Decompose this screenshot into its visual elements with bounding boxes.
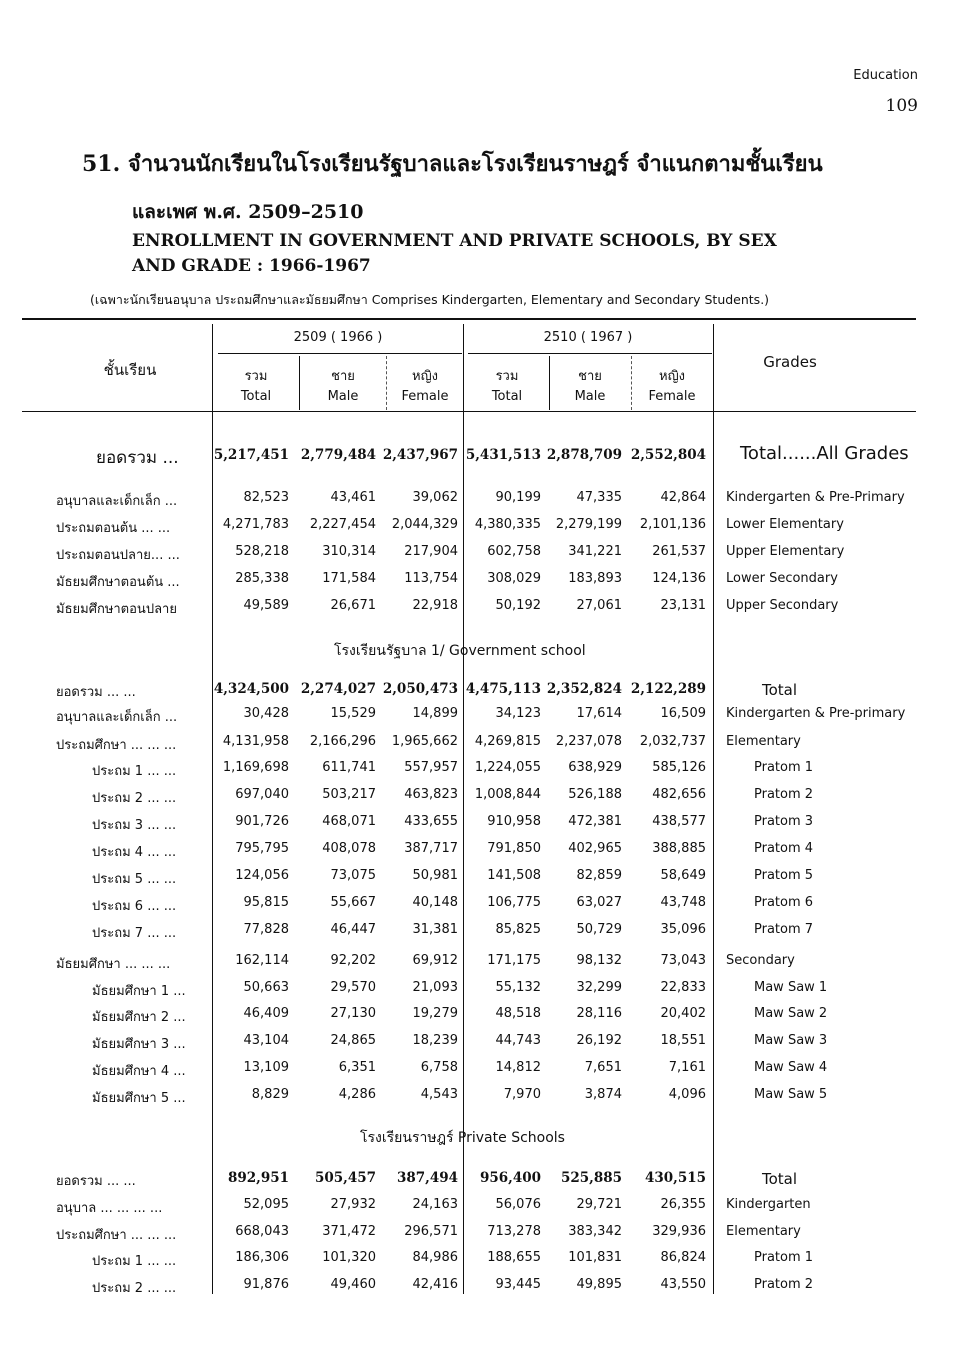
row-value: 472,381 <box>568 814 622 829</box>
row-value: 95,815 <box>243 895 289 910</box>
row-value: 387,717 <box>404 841 458 856</box>
row-label-english: Maw Saw 2 <box>754 1006 828 1021</box>
header-female-th-1966: หญิง <box>412 369 438 384</box>
row-value: 2,122,289 <box>630 681 706 697</box>
header-male-en-1967: Male <box>574 389 606 404</box>
row-value: 27,130 <box>330 1006 376 1021</box>
row-value: 18,551 <box>660 1033 706 1048</box>
header-bottom-rule <box>22 411 916 412</box>
row-value: 63,027 <box>576 895 622 910</box>
row-label-thai: ยอดรวม ... ... <box>56 685 136 700</box>
row-value: 4,324,500 <box>213 681 289 697</box>
row-value: 6,758 <box>420 1060 458 1075</box>
table-row <box>0 517 966 543</box>
row-label-thai: ประถม 5 ... ... <box>92 872 177 887</box>
row-value: 668,043 <box>235 1224 289 1239</box>
row-value: 43,748 <box>660 895 706 910</box>
row-label-thai: ประถมตอนปลาย... ... <box>56 548 180 563</box>
row-value: 4,475,113 <box>465 681 541 697</box>
row-label-english: Secondary <box>726 953 795 968</box>
row-label-english: Kindergarten & Pre-primary <box>726 706 906 721</box>
row-value: 73,043 <box>660 953 706 968</box>
header-year-1966: 2509 ( 1966 ) <box>293 330 383 345</box>
table-row <box>0 787 966 813</box>
row-value: 19,279 <box>412 1006 458 1021</box>
row-label-english: Pratom 2 <box>754 787 814 802</box>
row-value: 29,721 <box>576 1197 622 1212</box>
row-value: 713,278 <box>487 1224 541 1239</box>
row-value: 141,508 <box>487 868 541 883</box>
row-value: 49,460 <box>330 1277 376 1292</box>
row-label-thai: ประถม 1 ... ... <box>92 1254 177 1269</box>
row-value: 503,217 <box>322 787 376 802</box>
row-value: 2,101,136 <box>639 517 706 532</box>
row-value: 31,381 <box>412 922 458 937</box>
row-value: 91,876 <box>243 1277 289 1292</box>
row-label-thai: มัธยมศึกษา 1 ... <box>92 984 186 999</box>
row-value: 171,175 <box>487 953 541 968</box>
table-row <box>0 1060 966 1086</box>
table-row <box>0 1197 966 1223</box>
table-row <box>0 760 966 786</box>
row-value: 55,132 <box>495 980 541 995</box>
row-value: 402,965 <box>568 841 622 856</box>
row-value: 383,342 <box>568 1224 622 1239</box>
row-value: 49,589 <box>243 598 289 613</box>
row-value: 43,461 <box>330 490 376 505</box>
row-label-thai: ประถม 6 ... ... <box>92 899 177 914</box>
section-private: โรงเรียนราษฎร์ Private Schools <box>360 1130 565 1146</box>
header-female-en-1967: Female <box>648 389 696 404</box>
row-value: 82,859 <box>576 868 622 883</box>
row-label-thai: มัธยมศึกษาตอนต้น ... <box>56 575 180 590</box>
row-value: 2,352,824 <box>546 681 622 697</box>
row-value: 35,096 <box>660 922 706 937</box>
row-value: 4,380,335 <box>474 517 541 532</box>
title-english <box>132 229 777 279</box>
row-value: 27,061 <box>576 598 622 613</box>
row-value: 50,192 <box>495 598 541 613</box>
row-value: 5,431,513 <box>465 447 541 463</box>
row-value: 29,570 <box>330 980 376 995</box>
header-male-th-1967: ชาย <box>578 369 602 384</box>
row-value: 2,050,473 <box>382 681 458 697</box>
row-value: 2,279,199 <box>555 517 622 532</box>
row-value: 528,218 <box>235 544 289 559</box>
row-label-thai: อนุบาลและเด็กเล็ก ... <box>56 494 178 509</box>
row-value: 8,829 <box>251 1087 289 1102</box>
table-row <box>0 681 966 707</box>
header-grade-english: Grades <box>763 353 817 371</box>
table-row <box>0 1277 966 1303</box>
row-value: 2,437,967 <box>382 447 458 463</box>
header-total-en-1966: Total <box>240 389 272 404</box>
row-label-thai: มัธยมศึกษาตอนปลาย <box>56 602 177 617</box>
row-value: 4,131,958 <box>222 734 289 749</box>
table-top-rule <box>22 318 916 320</box>
row-value: 183,893 <box>568 571 622 586</box>
row-label-thai: ประถม 2 ... ... <box>92 1281 177 1296</box>
row-value: 22,918 <box>412 598 458 613</box>
row-value: 92,202 <box>330 953 376 968</box>
row-value: 15,529 <box>330 706 376 721</box>
row-label-english: Upper Elementary <box>726 544 845 559</box>
row-label-thai: มัธยมศึกษา 3 ... <box>92 1037 186 1052</box>
row-value: 18,239 <box>412 1033 458 1048</box>
row-value: 47,335 <box>576 490 622 505</box>
row-value: 24,865 <box>330 1033 376 1048</box>
row-value: 2,878,709 <box>546 447 622 463</box>
row-value: 27,932 <box>330 1197 376 1212</box>
row-value: 638,929 <box>568 760 622 775</box>
row-value: 43,104 <box>243 1033 289 1048</box>
row-label-thai: มัธยมศึกษา 4 ... <box>92 1064 186 1079</box>
row-value: 2,227,454 <box>309 517 376 532</box>
row-value: 371,472 <box>322 1224 376 1239</box>
table-row <box>0 490 966 516</box>
row-value: 611,741 <box>322 760 376 775</box>
row-label-english: Upper Secondary <box>726 598 839 613</box>
row-value: 433,655 <box>404 814 458 829</box>
row-label-thai: ยอดรวม ... ... <box>56 1174 136 1189</box>
row-value: 4,286 <box>338 1087 376 1102</box>
row-value: 505,457 <box>314 1170 376 1186</box>
row-value: 2,779,484 <box>300 447 376 463</box>
row-value: 2,032,737 <box>639 734 706 749</box>
row-label-thai: ประถม 4 ... ... <box>92 845 177 860</box>
title-english-line1: ENROLLMENT IN GOVERNMENT AND PRIVATE SCHOOLS, BY SEX <box>132 231 777 251</box>
row-value: 28,116 <box>576 1006 622 1021</box>
row-value: 26,192 <box>576 1033 622 1048</box>
row-value: 387,494 <box>396 1170 458 1186</box>
row-value: 557,957 <box>404 760 458 775</box>
row-value: 602,758 <box>487 544 541 559</box>
row-label-english: Maw Saw 4 <box>754 1060 828 1075</box>
row-value: 795,795 <box>235 841 289 856</box>
header-female-th-1967: หญิง <box>659 369 685 384</box>
row-value: 93,445 <box>495 1277 541 1292</box>
header-male-th-1966: ชาย <box>331 369 355 384</box>
row-value: 20,402 <box>660 1006 706 1021</box>
row-label-thai: มัธยมศึกษา 2 ... <box>92 1010 186 1025</box>
running-head: Education <box>853 68 918 83</box>
row-value: 296,571 <box>404 1224 458 1239</box>
row-value: 50,663 <box>243 980 289 995</box>
row-label-thai: ประถม 1 ... ... <box>92 764 177 779</box>
table-row <box>0 895 966 921</box>
row-value: 13,109 <box>243 1060 289 1075</box>
row-value: 52,095 <box>243 1197 289 1212</box>
row-value: 42,864 <box>660 490 706 505</box>
row-label-thai: ประถม 2 ... ... <box>92 791 177 806</box>
row-label-thai: ประถมศึกษา ... ... ... <box>56 1228 177 1243</box>
row-value: 34,123 <box>495 706 541 721</box>
row-value: 217,904 <box>404 544 458 559</box>
row-value: 468,071 <box>322 814 376 829</box>
header-year-1967: 2510 ( 1967 ) <box>543 330 633 345</box>
title-english-line2: AND GRADE : 1966-1967 <box>132 256 371 276</box>
row-value: 50,981 <box>412 868 458 883</box>
row-value: 56,076 <box>495 1197 541 1212</box>
row-value: 46,447 <box>330 922 376 937</box>
row-value: 482,656 <box>652 787 706 802</box>
table-row <box>0 841 966 867</box>
row-value: 171,584 <box>322 571 376 586</box>
row-value: 46,409 <box>243 1006 289 1021</box>
row-value: 32,299 <box>576 980 622 995</box>
row-label-thai: มัธยมศึกษา 5 ... <box>92 1091 186 1106</box>
title-thai-line2: และเพศ พ.ศ. 2509–2510 <box>132 201 364 223</box>
row-value: 26,671 <box>330 598 376 613</box>
row-value: 186,306 <box>235 1250 289 1265</box>
row-value: 388,885 <box>652 841 706 856</box>
row-value: 162,114 <box>235 953 289 968</box>
table-row <box>0 814 966 840</box>
header-male-en-1966: Male <box>327 389 359 404</box>
row-value: 17,614 <box>576 706 622 721</box>
row-value: 408,078 <box>322 841 376 856</box>
row-value: 3,874 <box>584 1087 622 1102</box>
row-value: 24,163 <box>412 1197 458 1212</box>
row-value: 98,132 <box>576 953 622 968</box>
row-label-english: Pratom 4 <box>754 841 814 856</box>
row-value: 85,825 <box>495 922 541 937</box>
row-value: 7,651 <box>584 1060 622 1075</box>
row-value: 1,008,844 <box>474 787 541 802</box>
row-label-english: Lower Elementary <box>726 517 844 532</box>
row-value: 430,515 <box>644 1170 706 1186</box>
row-value: 1,169,698 <box>222 760 289 775</box>
row-value: 308,029 <box>487 571 541 586</box>
col-rule-2 <box>386 356 387 410</box>
table-row <box>0 734 966 760</box>
header-total-th-1966: รวม <box>244 369 268 384</box>
row-value: 14,899 <box>412 706 458 721</box>
row-value: 438,577 <box>652 814 706 829</box>
row-label-english: Pratom 3 <box>754 814 814 829</box>
row-label-thai: ประถมศึกษา ... ... ... <box>56 738 177 753</box>
row-value: 7,161 <box>668 1060 706 1075</box>
row-value: 901,726 <box>235 814 289 829</box>
header-total-en-1967: Total <box>491 389 523 404</box>
header-total-th-1967: รวม <box>495 369 519 384</box>
row-value: 73,075 <box>330 868 376 883</box>
table-note: (เฉพาะนักเรียนอนุบาล ประถมศึกษาและมัธยมศึกษา Comprises Kindergarten, Elementary and Secondary Students.) <box>90 292 770 307</box>
row-value: 1,224,055 <box>474 760 541 775</box>
row-label-english: Pratom 2 <box>754 1277 814 1292</box>
row-value: 82,523 <box>243 490 289 505</box>
table-row <box>0 1006 966 1032</box>
row-label-english: Pratom 1 <box>754 1250 814 1265</box>
row-label-thai: ประถม 7 ... ... <box>92 926 177 941</box>
title-thai-line1: 51. จำนวนนักเรียนในโรงเรียนรัฐบาลและโรงเรียนราษฎร์ จำแนกตามชั้นเรียน <box>82 151 823 177</box>
row-value: 50,729 <box>576 922 622 937</box>
table-row <box>0 868 966 894</box>
row-label-english: Pratom 1 <box>754 760 814 775</box>
row-value: 463,823 <box>404 787 458 802</box>
row-value: 2,552,804 <box>630 447 706 463</box>
table-row <box>0 1224 966 1250</box>
row-value: 21,093 <box>412 980 458 995</box>
row-value: 44,743 <box>495 1033 541 1048</box>
row-label-english: Pratom 5 <box>754 868 814 883</box>
row-label-english: Pratom 7 <box>754 922 814 937</box>
row-value: 14,812 <box>495 1060 541 1075</box>
row-label-english: Maw Saw 1 <box>754 980 828 995</box>
row-value: 5,217,451 <box>213 447 289 463</box>
row-label-english: Total <box>762 681 798 699</box>
row-value: 39,062 <box>412 490 458 505</box>
row-value: 697,040 <box>235 787 289 802</box>
row-value: 7,970 <box>503 1087 541 1102</box>
table-row <box>0 706 966 732</box>
row-value: 525,885 <box>560 1170 622 1186</box>
row-label-english: Elementary <box>726 734 801 749</box>
row-value: 42,416 <box>412 1277 458 1292</box>
row-label-english: Elementary <box>726 1224 801 1239</box>
row-label-thai: อนุบาลและเด็กเล็ก ... <box>56 710 178 725</box>
row-value: 956,400 <box>479 1170 541 1186</box>
row-label-english: Kindergarten & Pre-Primary <box>726 490 905 505</box>
row-value: 84,986 <box>412 1250 458 1265</box>
table-row <box>0 1087 966 1113</box>
row-value: 86,824 <box>660 1250 706 1265</box>
row-value: 113,754 <box>404 571 458 586</box>
row-value: 69,912 <box>412 953 458 968</box>
row-value: 329,936 <box>652 1224 706 1239</box>
row-value: 101,831 <box>568 1250 622 1265</box>
table-row <box>0 1170 966 1196</box>
row-value: 892,951 <box>227 1170 289 1186</box>
row-value: 526,188 <box>568 787 622 802</box>
row-value: 2,166,296 <box>309 734 376 749</box>
row-label-thai: อนุบาล ... ... ... ... <box>56 1201 163 1216</box>
page-number: 109 <box>885 96 918 116</box>
row-label-english: Maw Saw 5 <box>754 1087 828 1102</box>
row-label-thai: ประถม 3 ... ... <box>92 818 177 833</box>
row-value: 791,850 <box>487 841 541 856</box>
row-value: 58,649 <box>660 868 706 883</box>
row-value: 341,221 <box>568 544 622 559</box>
row-value: 310,314 <box>322 544 376 559</box>
row-label-english: Total......All Grades <box>740 443 909 464</box>
row-value: 910,958 <box>487 814 541 829</box>
row-label-english: Pratom 6 <box>754 895 814 910</box>
row-value: 55,667 <box>330 895 376 910</box>
row-value: 30,428 <box>243 706 289 721</box>
row-value: 4,271,783 <box>222 517 289 532</box>
row-value: 4,096 <box>668 1087 706 1102</box>
header-grade-thai: ชั้นเรียน <box>103 361 157 379</box>
row-value: 124,136 <box>652 571 706 586</box>
row-label-thai: ประถมตอนต้น ... ... <box>56 521 171 536</box>
row-label-english: Maw Saw 3 <box>754 1033 828 1048</box>
row-value: 16,509 <box>660 706 706 721</box>
row-value: 585,126 <box>652 760 706 775</box>
row-value: 2,237,078 <box>555 734 622 749</box>
table-row <box>0 953 966 979</box>
section-government: โรงเรียนรัฐบาล 1/ Government school <box>334 643 586 659</box>
row-value: 106,775 <box>487 895 541 910</box>
row-value: 26,355 <box>660 1197 706 1212</box>
table-row <box>0 1250 966 1276</box>
table-row <box>0 922 966 948</box>
table-row <box>0 571 966 597</box>
row-value: 124,056 <box>235 868 289 883</box>
header-female-en-1966: Female <box>401 389 449 404</box>
header-mid-rule-1966 <box>218 353 462 354</box>
table-row <box>0 544 966 570</box>
table-row <box>0 598 966 624</box>
row-value: 285,338 <box>235 571 289 586</box>
row-value: 188,655 <box>487 1250 541 1265</box>
row-label-english: Lower Secondary <box>726 571 838 586</box>
row-label-english: Total <box>762 1170 798 1188</box>
row-label-english: Kindergarten <box>726 1197 811 1212</box>
table-row <box>0 443 966 473</box>
row-value: 48,518 <box>495 1006 541 1021</box>
row-value: 2,274,027 <box>300 681 376 697</box>
header-mid-rule-1967 <box>468 353 712 354</box>
row-value: 1,965,662 <box>391 734 458 749</box>
row-value: 4,269,815 <box>474 734 541 749</box>
row-value: 101,320 <box>322 1250 376 1265</box>
table-row <box>0 980 966 1006</box>
row-value: 22,833 <box>660 980 706 995</box>
row-value: 49,895 <box>576 1277 622 1292</box>
row-value: 77,828 <box>243 922 289 937</box>
table-row <box>0 1033 966 1059</box>
row-label-thai: ยอดรวม ... <box>96 448 179 468</box>
row-value: 90,199 <box>495 490 541 505</box>
row-value: 4,543 <box>420 1087 458 1102</box>
row-value: 23,131 <box>660 598 706 613</box>
row-value: 43,550 <box>660 1277 706 1292</box>
row-value: 40,148 <box>412 895 458 910</box>
row-value: 6,351 <box>338 1060 376 1075</box>
row-value: 2,044,329 <box>391 517 458 532</box>
row-label-thai: มัธยมศึกษา ... ... ... <box>56 957 171 972</box>
row-value: 261,537 <box>652 544 706 559</box>
